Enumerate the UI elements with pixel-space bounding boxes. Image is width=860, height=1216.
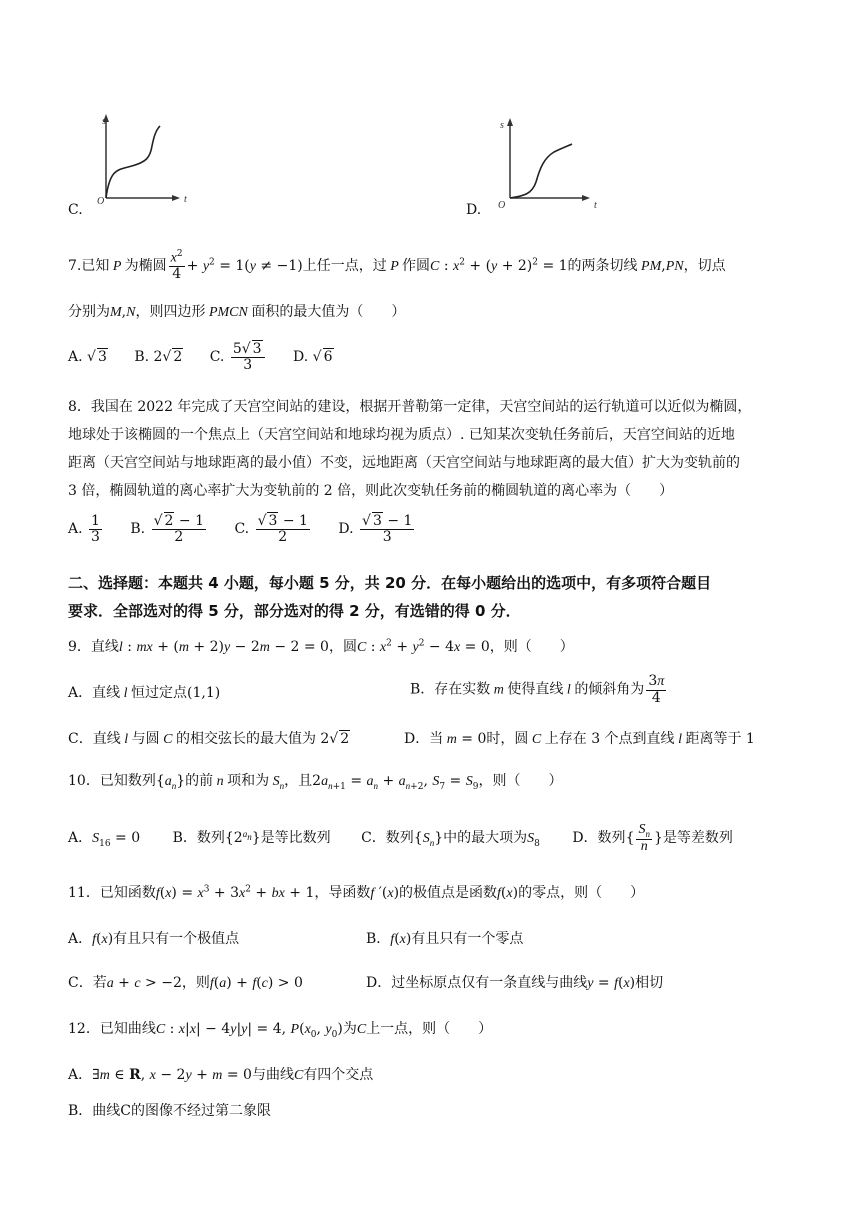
q12-stem: 12．已知曲线C : x|x| − 4y|y| = 4, $P(x_0$, $y_0$)为C上一点，则（ ） bbox=[68, 1021, 493, 1040]
graph-c bbox=[94, 108, 204, 208]
q7-stem: 7.已知 P 为椭圆 $\frac{x^2}{4}$ + $y^2 = 1(y \ne -1)$上任一点，过 P 作圆C : $x^2 + (y + 2)^2 = 1$的两条切线 PM,PN，切点 bbox=[68, 249, 726, 283]
graph-c-x-label: t bbox=[184, 194, 187, 205]
q8-options bbox=[68, 514, 416, 544]
q8-line4: 3 倍，椭圆轨道的离心率扩大为变轨前的 2 倍，则此次变轨任务前的椭圆轨道的离心率为（ ） bbox=[68, 483, 674, 499]
q10-options bbox=[68, 822, 733, 855]
graph-d-x-arrow bbox=[582, 195, 590, 201]
q7-options bbox=[68, 342, 334, 372]
section2-heading-line2: 要求．全部选对的得 5 分，部分选对的得 2 分，有选错的得 0 分． bbox=[68, 602, 521, 620]
q8-option-a[interactable]: A. $\frac{1}{3}$ bbox=[68, 513, 100, 545]
q7-option-c[interactable]: C. $\frac{5√ 3}{3}$ bbox=[210, 349, 267, 365]
q10-option-b[interactable]: B．数列$\{2^{a_n}\}$是等比数列 bbox=[172, 828, 331, 847]
q11-stem: 11．已知函数$f(x) = x^3 + 3x^2$ + bx + 1，导函数f ′(x)的极值点是函数f(x)的零点，则（ ） bbox=[68, 884, 645, 901]
q7-line2: 分别为M,N，则四边形 PMCN 面积的最大值为（ ） bbox=[68, 304, 406, 320]
q10-option-d[interactable]: D．数列{ $\frac{S_n}{n}$ }是等差数列 bbox=[572, 822, 733, 855]
q8-option-c[interactable]: C. $\frac{√ 3 - 1}{2}$ bbox=[234, 513, 308, 545]
q9-option-a[interactable]: A．直线 l 恒过定点(1,1) bbox=[68, 685, 221, 701]
graph-d-origin: O bbox=[498, 200, 506, 211]
q11-option-d[interactable]: D．过坐标原点仅有一条直线与曲线y = f(x)相切 bbox=[366, 975, 664, 991]
option-d-label: D. bbox=[466, 202, 482, 218]
q8-line2: 地球处于该椭圆的一个焦点上（天宫空间站和地球均视为质点）. 已知某次变轨任务前后，天宫空间站的近地 bbox=[68, 427, 735, 443]
option-c-label: C. bbox=[68, 202, 83, 218]
q8-line1: 8．我国在 2022 年完成了天宫空间站的建设，根据开普勒第一定律，天宫空间站的运行轨道可以近似为椭圆， bbox=[68, 399, 752, 415]
graph-c-origin: O bbox=[97, 196, 105, 207]
q11-option-b[interactable]: B．f(x)有且只有一个零点 bbox=[366, 931, 524, 947]
q12-option-b[interactable]: B．曲线C的图像不经过第二象限 bbox=[68, 1103, 272, 1119]
q11-option-a[interactable]: A．f(x)有且只有一个极值点 bbox=[68, 931, 240, 947]
q9-option-d[interactable]: D．当 m = 0时，圆 C 上存在 3 个点到直线 l 距离等于 1 bbox=[404, 731, 755, 747]
q7-option-a[interactable]: A. √ 3 bbox=[68, 349, 107, 366]
q7-option-d[interactable]: D. √ 6 bbox=[293, 349, 333, 366]
q9-option-b[interactable]: B．存在实数 m 使得直线 l 的倾斜角为 $\frac{3\pi}{4}$ bbox=[410, 673, 665, 706]
q10-option-c[interactable]: C．数列$\{S_n\}$中的最大项为$S_8$ bbox=[361, 830, 540, 850]
graph-c-y-label: s bbox=[102, 116, 106, 127]
graph-d bbox=[494, 112, 606, 212]
q11-option-c[interactable]: C．若a + c > −2，则f(a) + f(c) > 0 bbox=[68, 975, 303, 991]
q10-stem: 10．已知数列$\{a_n\}$的前 n 项和为 $S_n$，且$2a_{n+1} = a_n + a_{n+2}$, $S_7 = S_9$，则（ ） bbox=[68, 773, 563, 792]
graph-d-y-arrow bbox=[507, 118, 513, 126]
q12-option-a[interactable]: A．∃m ∈ R, x − 2y + m = 0与曲线C有四个交点 bbox=[68, 1067, 374, 1083]
graph-c-x-arrow bbox=[172, 195, 180, 201]
q10-option-a[interactable]: A．$S_{16} = 0$ bbox=[68, 830, 141, 850]
graph-d-curve bbox=[510, 144, 572, 198]
graph-c-curve bbox=[106, 126, 160, 198]
q7-option-b[interactable]: B. 2√ 2 bbox=[134, 349, 183, 366]
graph-d-y-label: s bbox=[500, 120, 504, 131]
graph-d-x-label: t bbox=[594, 200, 597, 211]
section2-heading-line1: 二、选择题：本题共 4 小题，每小题 5 分，共 20 分．在每小题给出的选项中，有多项符合题目 bbox=[68, 574, 712, 592]
q9-stem: 9．直线l : mx + (m + 2)y − 2m − 2 = 0，圆C : $x^2 + y^2 - 4x = 0$，则（ ） bbox=[68, 638, 574, 655]
q8-option-d[interactable]: D. $\frac{√ 3 - 1}{3}$ bbox=[338, 513, 413, 545]
q8-line3: 距离（天宫空间站与地球距离的最小值）不变，远地距离（天宫空间站与地球距离的最大值）扩大为变轨前的 bbox=[68, 455, 740, 471]
q8-option-b[interactable]: B. $\frac{√ 2 - 1}{2}$ bbox=[130, 513, 204, 545]
q9-option-c[interactable]: C．直线 l 与圆 C 的相交弦长的最大值为 2√ 2 bbox=[68, 731, 350, 747]
